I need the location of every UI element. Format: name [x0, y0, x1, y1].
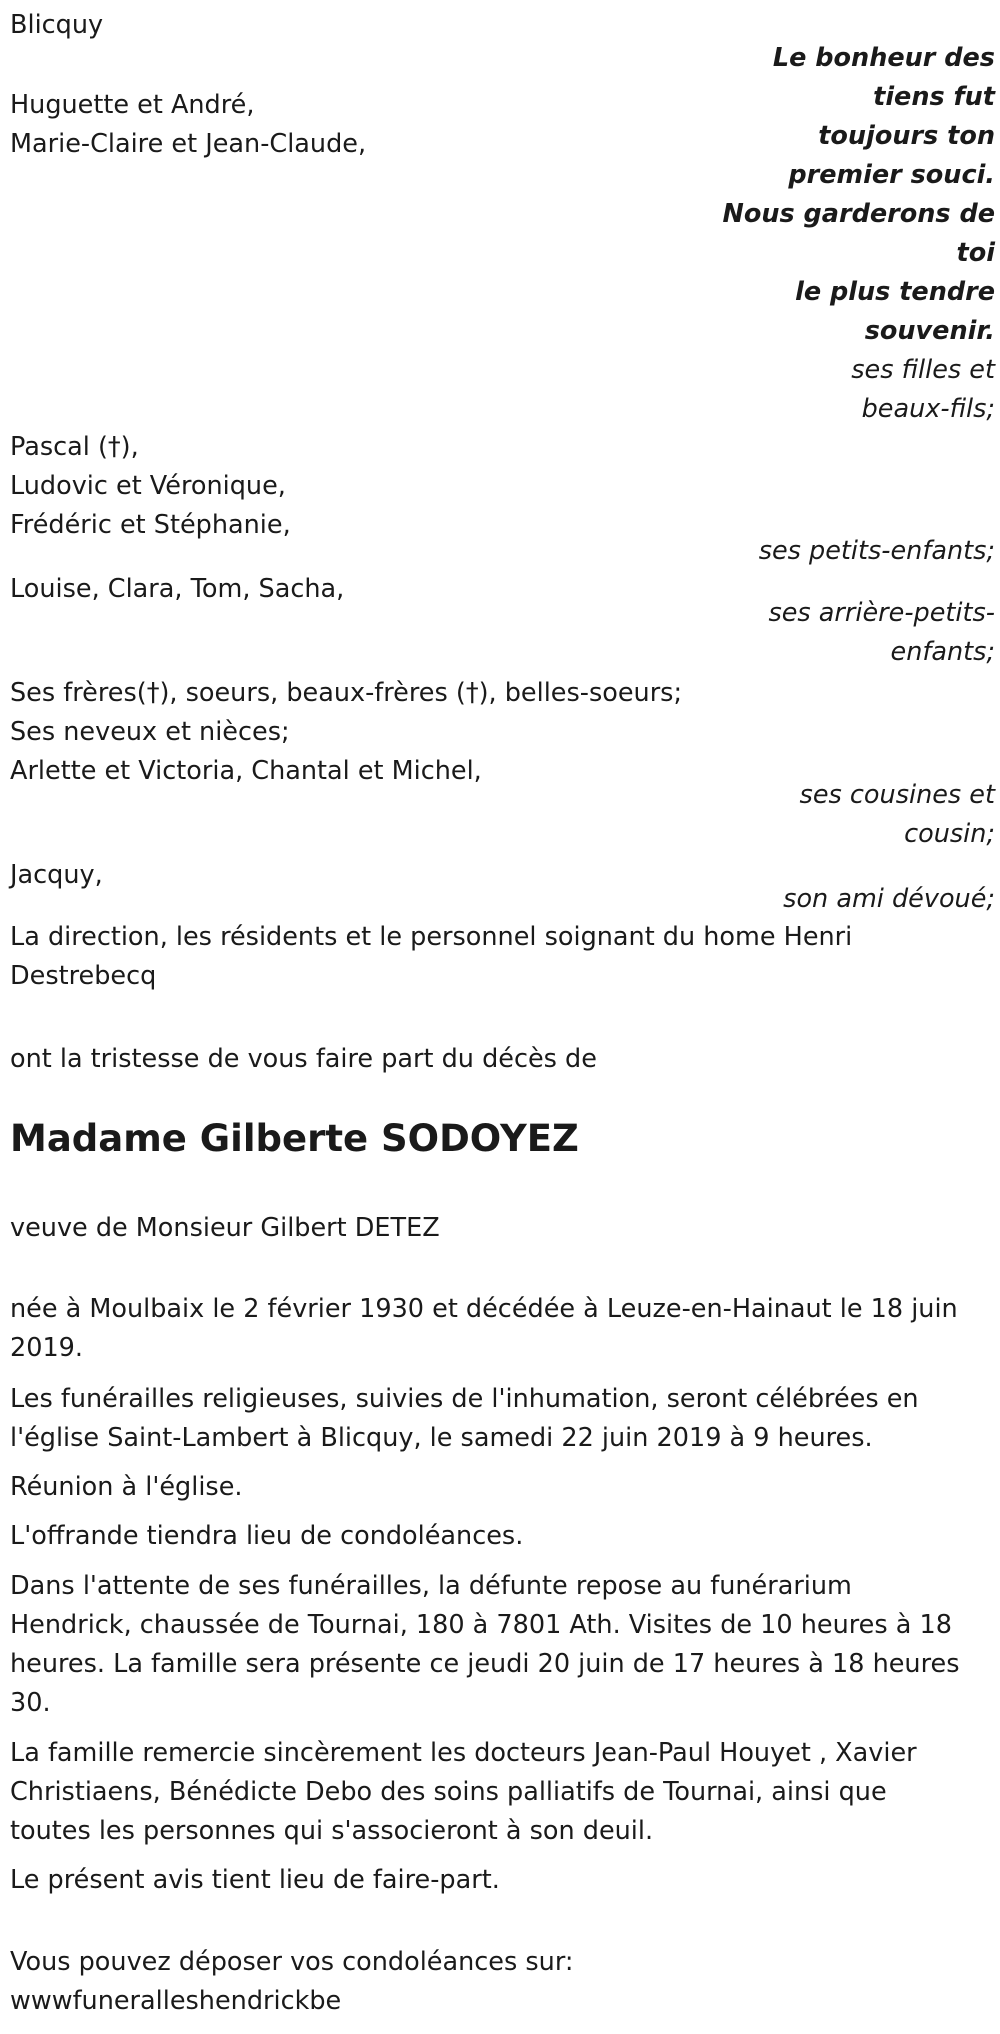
place: Blicquy: [10, 10, 104, 40]
funeral-info: Les funérailles religieuses, suivies de l'inhumation, seront célébrées en: [10, 1384, 919, 1414]
daughters-role: ses filles et: [851, 355, 995, 385]
quote-line: Nous garderons de: [722, 199, 995, 229]
offering: L'offrande tiendra lieu de condoléances.: [10, 1521, 524, 1551]
grandchildren-name: Pascal (†),: [10, 432, 139, 462]
quote-line: premier souci.: [788, 160, 995, 190]
quote-line: Le bonheur des: [772, 43, 995, 73]
notice: Le présent avis tient lieu de faire-part.: [10, 1865, 500, 1895]
thanks: toutes les personnes qui s'associeront à son deuil.: [10, 1816, 654, 1846]
birth-death: née à Moulbaix le 2 février 1930 et décédée à Leuze-en-Hainaut le 18 juin: [10, 1294, 958, 1324]
funeral-info: l'église Saint-Lambert à Blicquy, le samedi 22 juin 2019 à 9 heures.: [10, 1423, 873, 1453]
grandchildren-name: Frédéric et Stéphanie,: [10, 510, 291, 540]
cousins-role: ses cousines et: [799, 780, 995, 810]
home-line: La direction, les résidents et le personnel soignant du home Henri: [10, 922, 853, 952]
quote-line: souvenir.: [864, 316, 995, 346]
great-grandchildren-role: enfants;: [890, 637, 995, 667]
daughters-name: Huguette et André,: [10, 90, 255, 120]
funerarium-info: Hendrick, chaussée de Tournai, 180 à 7801 Ath. Visites de 10 heures à 18: [10, 1610, 952, 1640]
thanks: La famille remercie sincèrement les docteurs Jean-Paul Houyet , Xavier: [10, 1738, 917, 1768]
friend-role: son ami dévoué;: [783, 884, 995, 914]
grandchildren-role: ses petits-enfants;: [758, 536, 995, 566]
quote-line: toi: [956, 238, 995, 268]
cousins-name: Arlette et Victoria, Chantal et Michel,: [10, 756, 482, 786]
grandchildren-name: Ludovic et Véronique,: [10, 471, 286, 501]
daughters-role: beaux-fils;: [861, 394, 995, 424]
great-grandchildren-name: Louise, Clara, Tom, Sacha,: [10, 574, 345, 604]
widow-of: veuve de Monsieur Gilbert DETEZ: [10, 1213, 440, 1243]
condolences-text: Vous pouvez déposer vos condoléances sur:: [10, 1947, 574, 1977]
funerarium-info: 30.: [10, 1688, 51, 1718]
quote-line: toujours ton: [818, 121, 995, 151]
deceased-name: Madame Gilberte SODOYEZ: [10, 1117, 579, 1160]
siblings: Ses frères(†), soeurs, beaux-frères (†), belles-soeurs;: [10, 678, 683, 708]
meeting: Réunion à l'église.: [10, 1472, 243, 1502]
announcement: ont la tristesse de vous faire part du décès de: [10, 1044, 597, 1074]
great-grandchildren-role: ses arrière-petits-: [768, 598, 995, 628]
nephews: Ses neveux et nièces;: [10, 717, 290, 747]
funerarium-info: heures. La famille sera présente ce jeudi 20 juin de 17 heures à 18 heures: [10, 1649, 960, 1679]
birth-death: 2019.: [10, 1333, 84, 1363]
condolences-link[interactable]: wwwfuneralleshendrickbe: [10, 1986, 342, 2016]
thanks: Christiaens, Bénédicte Debo des soins palliatifs de Tournai, ainsi que: [10, 1777, 887, 1807]
daughters-name: Marie-Claire et Jean-Claude,: [10, 129, 367, 159]
cousins-role: cousin;: [904, 819, 995, 849]
funerarium-info: Dans l'attente de ses funérailles, la défunte repose au funérarium: [10, 1571, 852, 1601]
friend-name: Jacquy,: [10, 860, 103, 890]
home-line: Destrebecq: [10, 961, 157, 991]
quote-line: tiens fut: [873, 82, 995, 112]
quote-line: le plus tendre: [795, 277, 995, 307]
